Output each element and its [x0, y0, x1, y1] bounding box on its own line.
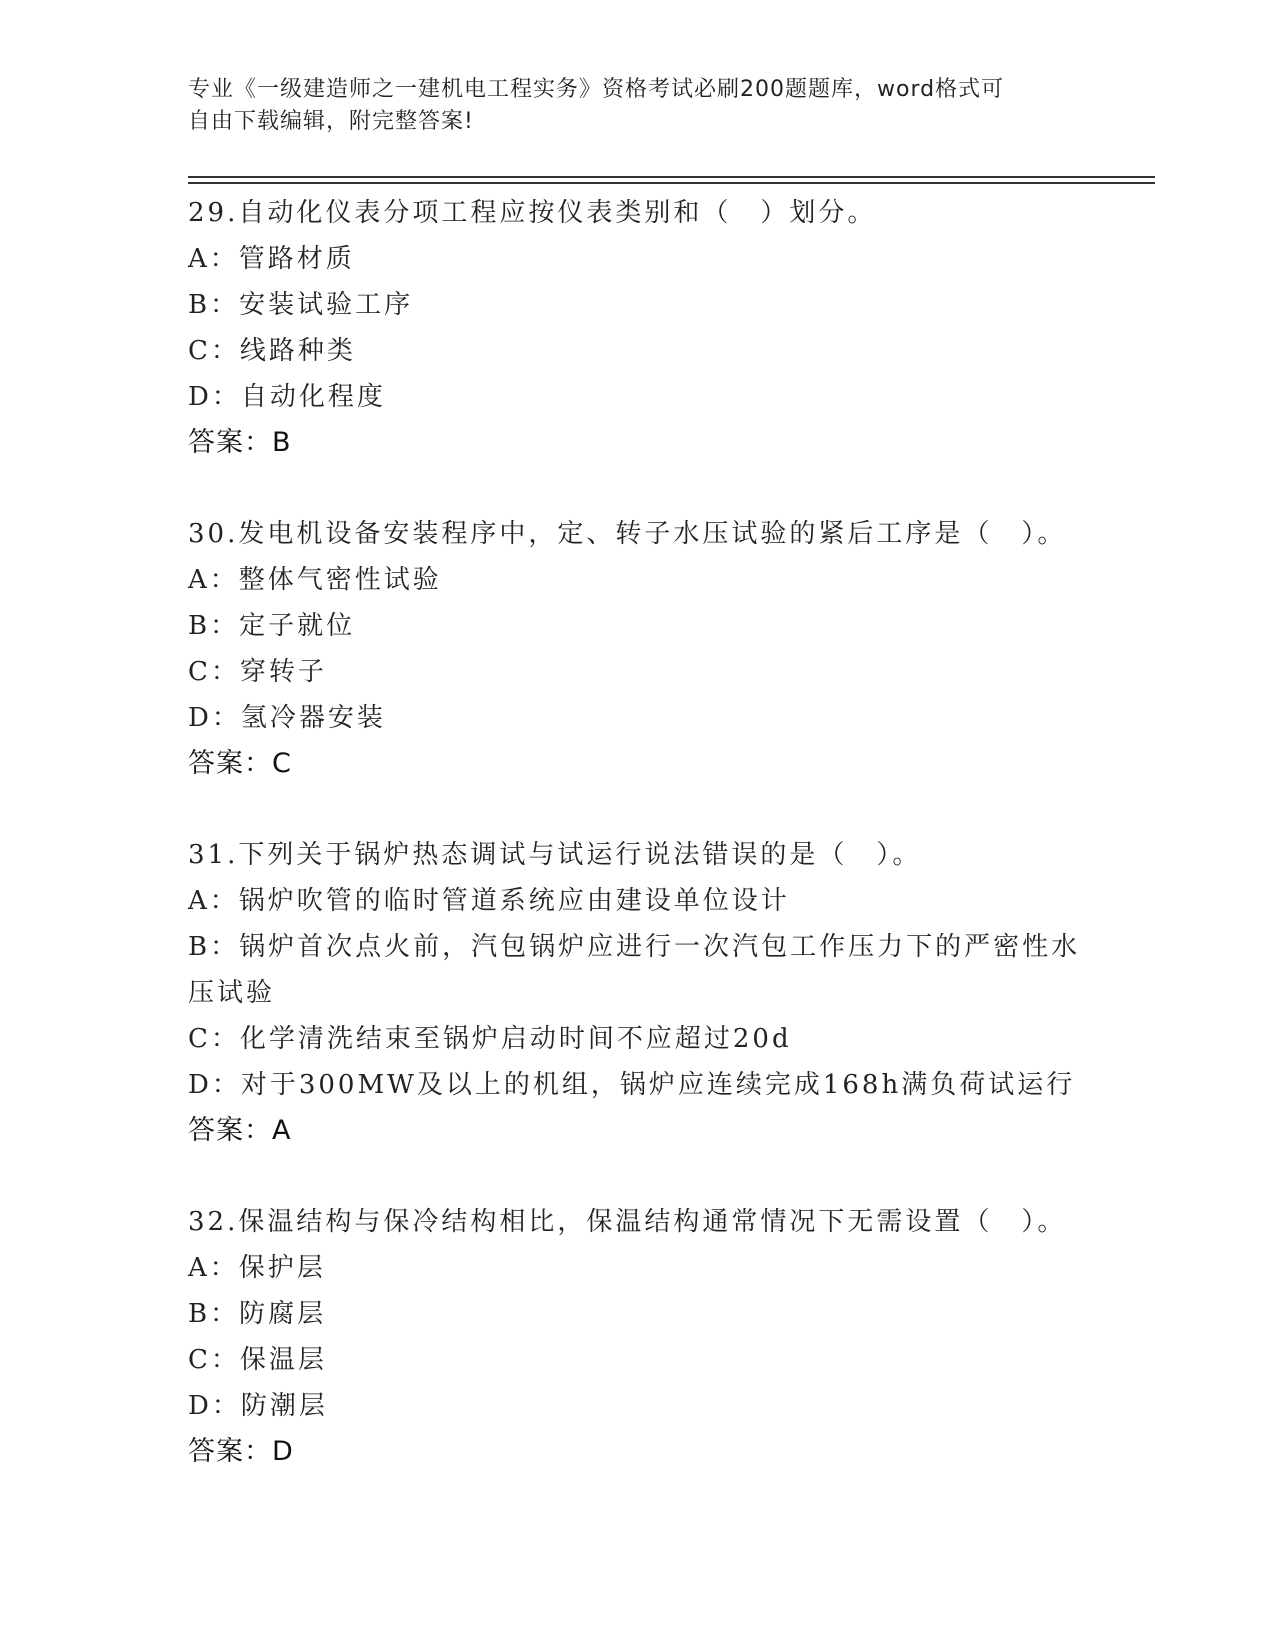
question-stem: 29.自动化仪表分项工程应按仪表类别和（ ）划分。: [188, 198, 877, 228]
answer-label: 答案：A: [188, 1115, 292, 1146]
option-a: A：整体气密性试验: [188, 565, 442, 595]
header-divider-top: [188, 176, 1155, 178]
question-list: [188, 190, 1088, 1520]
option-b: B：锅炉首次点火前，汽包锅炉应进行一次汽包工作压力下的严密性水压试验: [188, 932, 1081, 1008]
option-a: A：保护层: [188, 1253, 326, 1283]
question-32: [188, 1199, 1088, 1475]
question-stem: 31.下列关于锅炉热态调试与试运行说法错误的是（ ）。: [188, 840, 922, 870]
header-line-2: 自由下载编辑，附完整答案!: [188, 109, 474, 134]
option-a: A：锅炉吹管的临时管道系统应由建设单位设计: [188, 886, 790, 916]
header-divider-bottom: [188, 182, 1155, 184]
option-d: D：对于300MW及以上的机组，锅炉应连续完成168h满负荷试运行: [188, 1070, 1076, 1100]
option-c: C：化学清洗结束至锅炉启动时间不应超过20d: [188, 1024, 792, 1054]
question-31: [188, 832, 1088, 1154]
option-c: C：线路种类: [188, 336, 356, 366]
question-30: [188, 511, 1088, 787]
document-header: [188, 74, 1068, 138]
option-b: B：定子就位: [188, 611, 356, 641]
option-d: D：防潮层: [188, 1391, 328, 1421]
option-d: D：自动化程度: [188, 382, 386, 412]
option-c: C：穿转子: [188, 657, 327, 687]
answer-label: 答案：D: [188, 1436, 294, 1467]
option-c: C：保温层: [188, 1345, 327, 1375]
question-stem: 30.发电机设备安装程序中，定、转子水压试验的紧后工序是（ ）。: [188, 519, 1067, 549]
answer-label: 答案：C: [188, 748, 292, 779]
header-line-1: 专业《一级建造师之一建机电工程实务》资格考试必刷200题题库，word格式可: [188, 77, 1005, 102]
option-a: A：管路材质: [188, 244, 355, 274]
answer-label: 答案：B: [188, 427, 292, 458]
question-29: [188, 190, 1088, 466]
option-b: B：安装试验工序: [188, 290, 414, 320]
option-d: D：氢冷器安装: [188, 703, 386, 733]
option-b: B：防腐层: [188, 1299, 327, 1329]
question-stem: 32.保温结构与保冷结构相比，保温结构通常情况下无需设置（ ）。: [188, 1207, 1067, 1237]
